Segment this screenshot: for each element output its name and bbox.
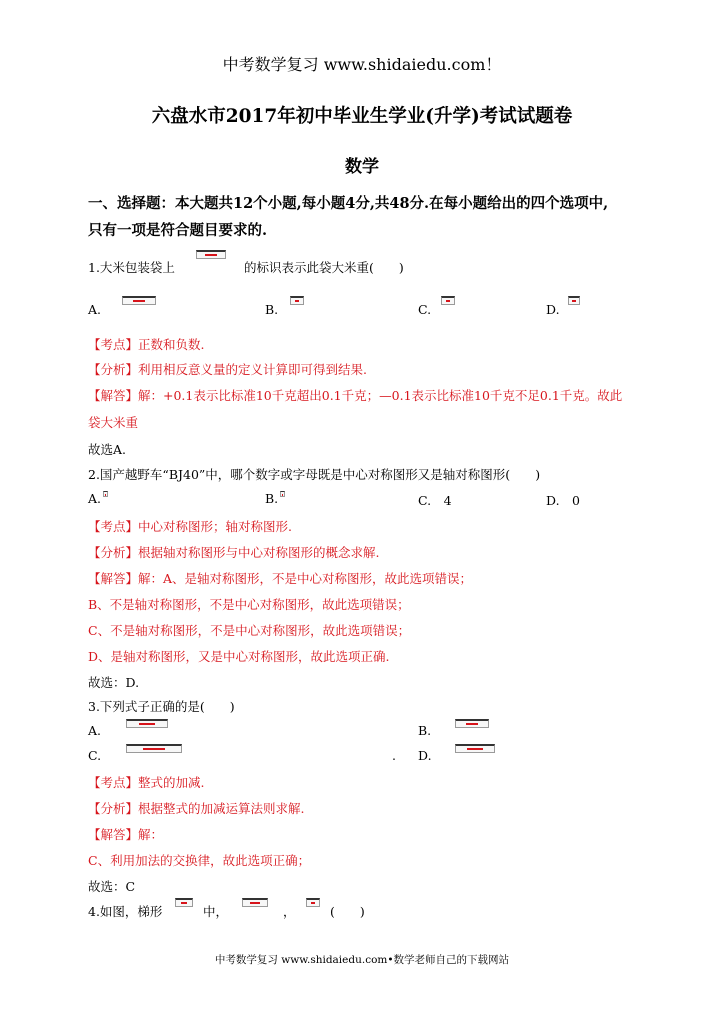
q3-jieda: 【解答】解： xyxy=(88,827,164,842)
q4-condition2-image xyxy=(306,898,320,907)
q1-option-a: A. xyxy=(88,302,102,317)
q2-jieda-line1: 【解答】解：A、是轴对称图形，不是中心对称图形，故此选项错误； xyxy=(88,571,473,586)
q3-kaodian: 【考点】整式的加减. xyxy=(88,775,205,790)
q2-option-a: A. xyxy=(88,491,102,506)
q2-kaodian: 【考点】中心对称图形；轴对称图形. xyxy=(88,519,292,534)
q2-option-b: B. xyxy=(265,491,279,506)
q3-answer: 故选：C xyxy=(88,879,136,894)
q1-option-c: C. xyxy=(418,302,432,317)
q2-fenxi: 【分析】根据轴对称图形与中心对称图形的概念求解. xyxy=(88,545,380,560)
q2-option-c: C. 4 xyxy=(418,493,452,508)
q1-option-d-image xyxy=(568,296,580,305)
q3-option-b-image xyxy=(455,719,489,728)
q2-option-b-image xyxy=(280,491,285,497)
q1-jieda-line2: 袋大米重 xyxy=(88,415,139,430)
q4-stem-mid: 中， xyxy=(203,904,229,919)
q3-stem: 3.下列式子正确的是( ) xyxy=(88,699,235,714)
q2-jieda-line4: D、是轴对称图形，又是中心对称图形，故此选项正确. xyxy=(88,649,390,664)
q1-answer: 故选A. xyxy=(88,442,127,457)
q4-stem-start: 4.如图，梯形 xyxy=(88,904,163,919)
section-heading-line1: 一、选择题：本大题共12个小题,每小题4分,共48分.在每小题给出的四个选项中, xyxy=(88,195,609,212)
q1-option-d: D. xyxy=(546,302,560,317)
q4-comma: ， xyxy=(283,904,296,919)
q3-option-c: C. xyxy=(88,748,102,763)
page-footer: 中考数学复习 www.shidaiedu.com•数学老师自己的下载网站 xyxy=(214,954,510,966)
q3-dot: . xyxy=(392,748,396,763)
q1-stem-start: 1.大米包装袋上 xyxy=(88,260,175,275)
q3-fenxi: 【分析】根据整式的加减运算法则求解. xyxy=(88,801,305,816)
q1-option-b: B. xyxy=(265,302,279,317)
q3-option-a: A. xyxy=(88,723,102,738)
q4-trapezoid-image xyxy=(175,898,193,907)
q2-stem: 2.国产越野车“BJ40”中，哪个数字或字母既是中心对称图形又是轴对称图形( ) xyxy=(88,467,541,482)
q3-option-b: B. xyxy=(418,723,432,738)
q1-option-a-image xyxy=(122,296,156,305)
q1-fenxi: 【分析】利用相反意义量的定义计算即可得到结果. xyxy=(88,362,367,377)
q2-answer: 故选：D. xyxy=(88,675,140,690)
q3-option-d-image xyxy=(455,744,495,753)
q3-jieda-c: C、利用加法的交换律，故此选项正确； xyxy=(88,853,311,868)
q3-option-a-image xyxy=(126,719,168,728)
q1-label-image xyxy=(196,250,226,259)
q1-option-b-image xyxy=(290,296,304,305)
q2-option-d: D. 0 xyxy=(546,493,581,508)
q2-jieda-line3: C、不是轴对称图形，不是中心对称图形，故此选项错误； xyxy=(88,623,411,638)
section-heading-line2: 只有一项是符合题目要求的. xyxy=(88,222,268,239)
q3-option-d: D. xyxy=(418,748,432,763)
q1-option-c-image xyxy=(441,296,455,305)
q1-stem-end: 的标识表示此袋大米重( ) xyxy=(244,260,404,275)
q4-condition1-image xyxy=(242,898,268,907)
subject-title: 数学 xyxy=(345,157,379,177)
exam-title: 六盘水市2017年初中毕业生学业(升学)考试试题卷 xyxy=(151,106,573,127)
q3-option-c-image xyxy=(126,744,182,753)
q4-paren: ( ) xyxy=(330,904,365,919)
q2-option-a-image xyxy=(103,491,108,497)
q1-kaodian: 【考点】正数和负数. xyxy=(88,337,205,352)
q2-jieda-line2: B、不是轴对称图形，不是中心对称图形，故此选项错误； xyxy=(88,597,410,612)
q1-jieda-line1: 【解答】解：+0.1表示比标准10千克超出0.1千克；—0.1表示比标准10千克不足0.1千克。故此 xyxy=(88,388,623,403)
page-header: 中考数学复习 www.shidaiedu.com！ xyxy=(222,55,502,74)
